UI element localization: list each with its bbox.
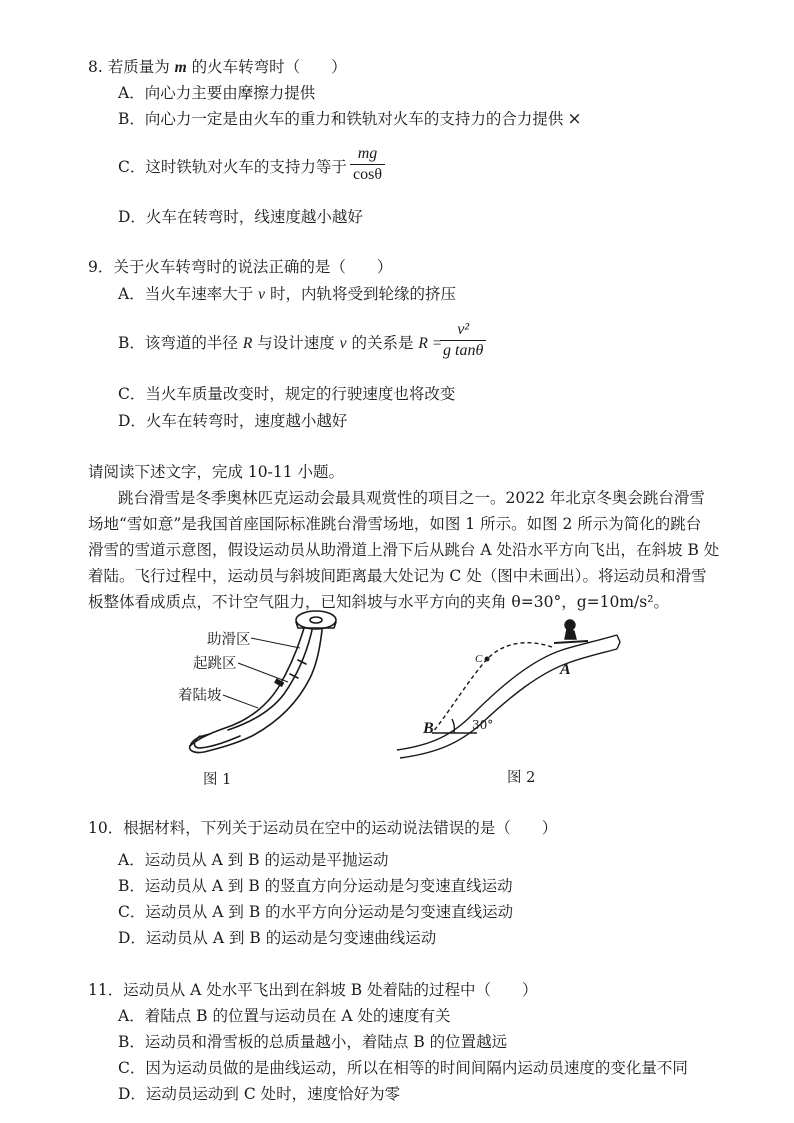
figure-2-slope-diagram [392,615,622,765]
passage-intro: 请阅读下述文字，完成 10-11 小题。 [88,463,345,481]
q10-stem: 10．根据材料，下列关于运动员在空中的运动说法错误的是（ ） [88,819,558,837]
q8-option-d: D．火车在转弯时，线速度越小越好 [118,208,363,226]
q10-option-d: D．运动员从 A 到 B 的运动是匀变速曲线运动 [118,929,437,947]
skier-icon [554,620,588,643]
q9-option-c: C．当火车质量改变时，规定的行驶速度也将改变 [118,385,456,403]
q8-option-a: A．向心力主要由摩擦力提供 [118,84,316,102]
q8-stem: 8. 若质量为 m 的火车转弯时（ ） [88,58,347,76]
q8-option-c: C．这时铁轨对火车的支持力等于 [118,158,347,176]
passage-line-3: 滑雪的雪道示意图，假设运动员从助滑道上滑下后从跳台 A 处沿水平方向飞出，在斜坡 B 处 [88,541,720,559]
passage-line-1: 跳台滑雪是冬季奥林匹克运动会最具观赏性的项目之一。2022 年北京冬奥会跳台滑雪 [118,489,705,507]
fig1-label-run: 助滑区 [207,632,251,648]
passage-line-5: 板整体看成质点，不计空气阻力，已知斜坡与水平方向的夹角 θ=30°，g=10m/s²。 [88,593,669,611]
q10-option-c: C．运动员从 A 到 B 的水平方向分运动是匀变速直线运动 [118,903,514,921]
fig2-angle-label: 30° [472,718,494,732]
passage-line-2: 场地“雪如意”是我国首座国际标准跳台滑雪场地，如图 1 所示。如图 2 所示为简化的跳台 [88,515,702,533]
q11-option-d: D．运动员运动到 C 处时，速度恰好为零 [118,1085,401,1103]
q8-c-fraction: mg cosθ [350,145,385,184]
q9-b-fraction: v² g tanθ [440,321,486,360]
fig2-point-c: C [475,653,483,665]
q9-stem: 9．关于火车转弯时的说法正确的是（ ） [88,258,393,276]
fig2-point-a: A [560,661,571,678]
fig2-point-b: B [423,720,434,737]
q10-option-a: A．运动员从 A 到 B 的运动是平抛运动 [118,851,389,869]
figure-1-caption: 图 1 [203,772,232,788]
q8-option-b: B．向心力一定是由火车的重力和铁轨对火车的支持力的合力提供 × [118,109,582,129]
q11-option-b: B．运动员和滑雪板的总质量越小，着陆点 B 的位置越远 [118,1033,508,1051]
q9-option-b: B．该弯道的半径 R 与设计速度 v 的关系是 R = [118,334,443,352]
point-c-dot [485,657,490,662]
figure-2-caption: 图 2 [507,770,536,786]
passage-line-4: 着陆。飞行过程中，运动员与斜坡间距离最大处记为 C 处（图中未画出）。将运动员和滑雪 [88,567,707,585]
q11-option-a: A．着陆点 B 的位置与运动员在 A 处的速度有关 [118,1007,451,1025]
cross-mark-icon: × [567,109,582,129]
q10-option-b: B．运动员从 A 到 B 的竖直方向分运动是匀变速直线运动 [118,877,513,895]
q9-option-a: A．当火车速率大于 v 时，内轨将受到轮缘的挤压 [118,285,456,303]
q11-stem: 11．运动员从 A 处水平飞出到在斜坡 B 处着陆的过程中（ ） [88,981,538,999]
q11-option-c: C．因为运动员做的是曲线运动，所以在相等的时间间隔内运动员速度的变化量不同 [118,1059,688,1077]
fig1-label-landing: 着陆坡 [178,688,222,704]
fig1-label-takeoff: 起跳区 [193,656,237,672]
q9-option-d: D．火车在转弯时，速度越小越好 [118,412,348,430]
